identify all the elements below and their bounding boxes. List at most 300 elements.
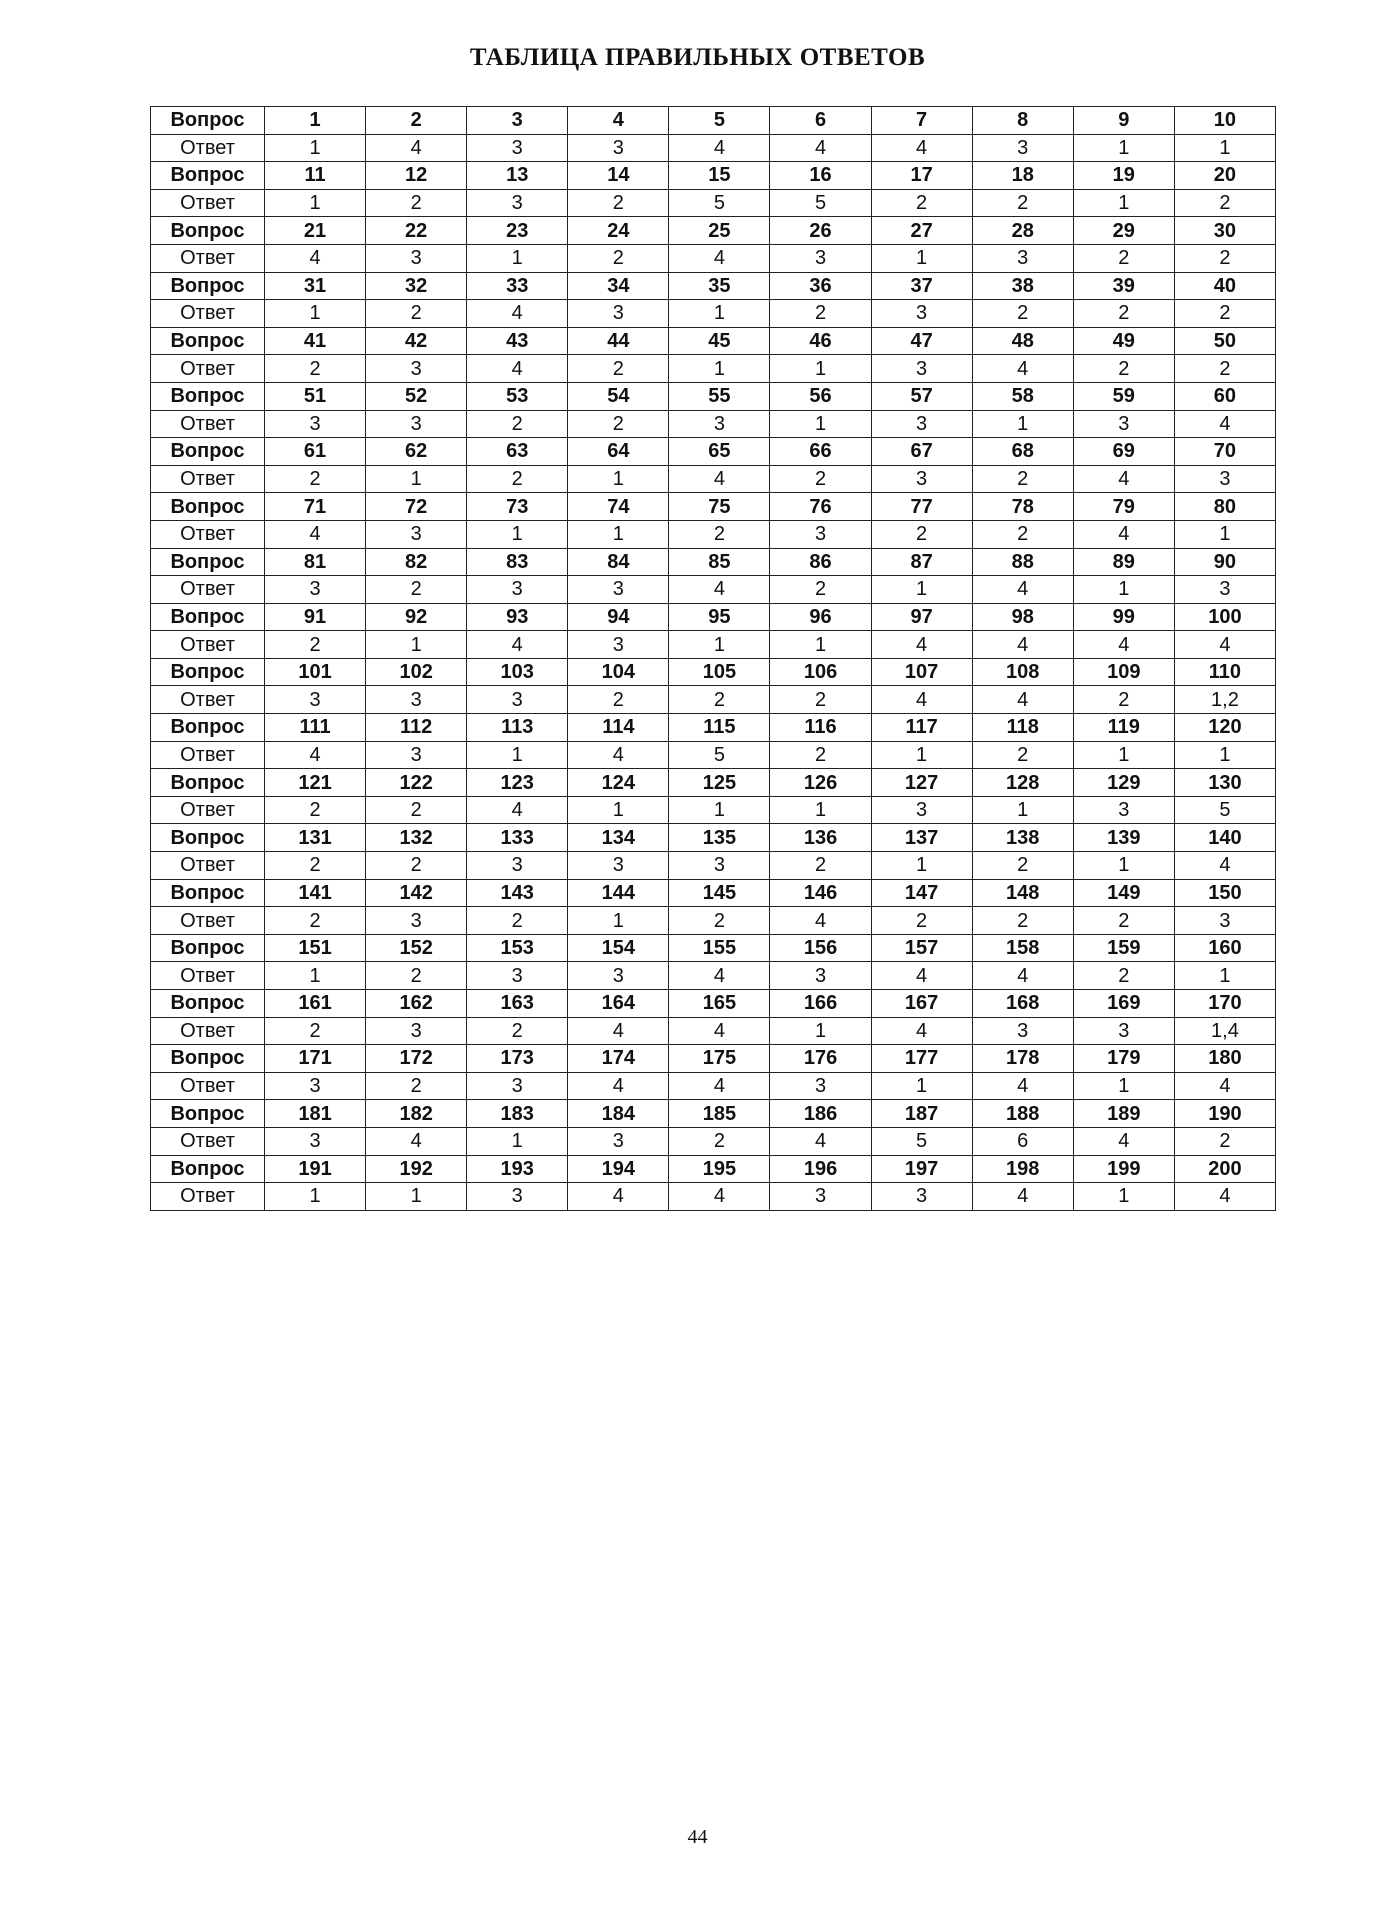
answer-value-cell: 2 [1174, 300, 1275, 328]
answer-value-cell: 2 [265, 631, 366, 659]
question-number-cell: 175 [669, 1045, 770, 1073]
answer-row-label: Ответ [151, 189, 265, 217]
answer-value-cell: 2 [972, 741, 1073, 769]
answer-value-cell: 5 [1174, 796, 1275, 824]
question-row-label: Вопрос [151, 1045, 265, 1073]
answer-value-cell: 4 [1174, 410, 1275, 438]
question-number-cell: 200 [1174, 1155, 1275, 1183]
answer-value-cell: 4 [669, 1017, 770, 1045]
answer-value-cell: 3 [568, 1127, 669, 1155]
question-number-cell: 46 [770, 327, 871, 355]
question-row-label: Вопрос [151, 1155, 265, 1183]
question-number-cell: 147 [871, 879, 972, 907]
question-number-cell: 122 [366, 769, 467, 797]
question-number-cell: 27 [871, 217, 972, 245]
question-number-cell: 11 [265, 162, 366, 190]
answer-row [151, 134, 1276, 162]
answer-value-cell: 3 [467, 1183, 568, 1211]
question-number-cell: 158 [972, 934, 1073, 962]
answer-row-label: Ответ [151, 1183, 265, 1211]
question-row-label: Вопрос [151, 1100, 265, 1128]
answer-value-cell: 4 [467, 796, 568, 824]
question-number-cell: 33 [467, 272, 568, 300]
answer-value-cell: 3 [467, 962, 568, 990]
question-number-cell: 160 [1174, 934, 1275, 962]
answer-value-cell: 2 [770, 465, 871, 493]
answer-value-cell: 1 [1073, 852, 1174, 880]
answer-value-cell: 2 [568, 686, 669, 714]
question-number-cell: 150 [1174, 879, 1275, 907]
answer-row-label: Ответ [151, 465, 265, 493]
answer-row [151, 355, 1276, 383]
answer-value-cell: 2 [1174, 189, 1275, 217]
question-number-cell: 140 [1174, 824, 1275, 852]
answer-row [151, 576, 1276, 604]
answer-row-label: Ответ [151, 520, 265, 548]
question-number-cell: 10 [1174, 107, 1275, 135]
question-row-label: Вопрос [151, 438, 265, 466]
answer-value-cell: 2 [467, 907, 568, 935]
question-number-cell: 51 [265, 382, 366, 410]
answer-value-cell: 1 [770, 796, 871, 824]
question-number-cell: 163 [467, 990, 568, 1018]
question-number-cell: 93 [467, 603, 568, 631]
answer-value-cell: 4 [366, 1127, 467, 1155]
question-number-cell: 188 [972, 1100, 1073, 1128]
answer-value-cell: 2 [366, 962, 467, 990]
question-number-cell: 63 [467, 438, 568, 466]
answer-value-cell: 3 [467, 134, 568, 162]
answer-value-cell: 1 [467, 520, 568, 548]
question-row-label: Вопрос [151, 879, 265, 907]
question-number-cell: 81 [265, 548, 366, 576]
question-number-cell: 101 [265, 658, 366, 686]
answer-value-cell: 4 [1073, 1127, 1174, 1155]
question-number-cell: 119 [1073, 714, 1174, 742]
answer-value-cell: 1 [265, 962, 366, 990]
answer-value-cell: 2 [1174, 244, 1275, 272]
question-number-cell: 189 [1073, 1100, 1174, 1128]
question-number-cell: 113 [467, 714, 568, 742]
question-row [151, 879, 1276, 907]
question-number-cell: 55 [669, 382, 770, 410]
answer-value-cell: 4 [669, 134, 770, 162]
question-number-cell: 92 [366, 603, 467, 631]
question-number-cell: 45 [669, 327, 770, 355]
question-number-cell: 15 [669, 162, 770, 190]
question-number-cell: 8 [972, 107, 1073, 135]
answer-value-cell: 4 [669, 962, 770, 990]
question-number-cell: 153 [467, 934, 568, 962]
question-number-cell: 106 [770, 658, 871, 686]
question-number-cell: 134 [568, 824, 669, 852]
question-number-cell: 80 [1174, 493, 1275, 521]
question-number-cell: 97 [871, 603, 972, 631]
answer-row-label: Ответ [151, 907, 265, 935]
question-number-cell: 58 [972, 382, 1073, 410]
question-number-cell: 197 [871, 1155, 972, 1183]
question-number-cell: 39 [1073, 272, 1174, 300]
question-number-cell: 186 [770, 1100, 871, 1128]
answer-value-cell: 1 [871, 244, 972, 272]
question-row-label: Вопрос [151, 658, 265, 686]
answer-value-cell: 2 [770, 576, 871, 604]
answer-value-cell: 3 [568, 134, 669, 162]
question-number-cell: 67 [871, 438, 972, 466]
answer-value-cell: 5 [669, 741, 770, 769]
answer-value-cell: 3 [366, 907, 467, 935]
answer-row [151, 1183, 1276, 1211]
answer-value-cell: 3 [972, 244, 1073, 272]
question-number-cell: 2 [366, 107, 467, 135]
question-number-cell: 19 [1073, 162, 1174, 190]
question-number-cell: 82 [366, 548, 467, 576]
question-number-cell: 136 [770, 824, 871, 852]
question-number-cell: 193 [467, 1155, 568, 1183]
answer-value-cell: 1 [1073, 1183, 1174, 1211]
question-number-cell: 21 [265, 217, 366, 245]
answer-value-cell: 1 [1073, 189, 1174, 217]
question-number-cell: 161 [265, 990, 366, 1018]
question-number-cell: 85 [669, 548, 770, 576]
question-number-cell: 54 [568, 382, 669, 410]
question-number-cell: 69 [1073, 438, 1174, 466]
question-number-cell: 42 [366, 327, 467, 355]
question-number-cell: 154 [568, 934, 669, 962]
question-number-cell: 14 [568, 162, 669, 190]
question-row-label: Вопрос [151, 162, 265, 190]
answer-value-cell: 1 [669, 355, 770, 383]
question-number-cell: 34 [568, 272, 669, 300]
answer-value-cell: 4 [366, 134, 467, 162]
answer-table [150, 106, 1276, 1211]
question-number-cell: 38 [972, 272, 1073, 300]
answer-value-cell: 2 [366, 189, 467, 217]
question-number-cell: 53 [467, 382, 568, 410]
answer-value-cell: 1 [871, 1072, 972, 1100]
answer-value-cell: 3 [568, 576, 669, 604]
answer-value-cell: 3 [265, 410, 366, 438]
question-row [151, 107, 1276, 135]
answer-value-cell: 3 [366, 520, 467, 548]
answer-row [151, 1127, 1276, 1155]
question-number-cell: 112 [366, 714, 467, 742]
question-number-cell: 125 [669, 769, 770, 797]
answer-value-cell: 1 [871, 741, 972, 769]
question-number-cell: 48 [972, 327, 1073, 355]
answer-value-cell: 2 [770, 686, 871, 714]
question-number-cell: 114 [568, 714, 669, 742]
answer-value-cell: 2 [265, 852, 366, 880]
question-row-label: Вопрос [151, 990, 265, 1018]
question-row-label: Вопрос [151, 382, 265, 410]
question-number-cell: 16 [770, 162, 871, 190]
answer-value-cell: 4 [972, 355, 1073, 383]
answer-value-cell: 3 [366, 1017, 467, 1045]
page-title: ТАБЛИЦА ПРАВИЛЬНЫХ ОТВЕТОВ [469, 44, 926, 71]
answer-value-cell: 1 [366, 465, 467, 493]
question-number-cell: 22 [366, 217, 467, 245]
answer-value-cell: 1 [265, 134, 366, 162]
answer-value-cell: 4 [972, 576, 1073, 604]
answer-value-cell: 1 [1073, 576, 1174, 604]
answer-value-cell: 3 [568, 962, 669, 990]
question-number-cell: 173 [467, 1045, 568, 1073]
answer-row-label: Ответ [151, 631, 265, 659]
answer-value-cell: 2 [467, 410, 568, 438]
answer-row-label: Ответ [151, 686, 265, 714]
answer-value-cell: 3 [568, 300, 669, 328]
question-number-cell: 194 [568, 1155, 669, 1183]
question-number-cell: 31 [265, 272, 366, 300]
question-number-cell: 129 [1073, 769, 1174, 797]
answer-value-cell: 4 [568, 1017, 669, 1045]
answer-value-cell: 3 [467, 1072, 568, 1100]
question-number-cell: 24 [568, 217, 669, 245]
answer-value-cell: 3 [871, 410, 972, 438]
answer-value-cell: 4 [770, 907, 871, 935]
answer-value-cell: 4 [1174, 631, 1275, 659]
answer-row-label: Ответ [151, 134, 265, 162]
answer-value-cell: 5 [669, 189, 770, 217]
answer-value-cell: 2 [366, 576, 467, 604]
question-number-cell: 178 [972, 1045, 1073, 1073]
question-row [151, 493, 1276, 521]
answer-value-cell: 4 [265, 741, 366, 769]
question-row-label: Вопрос [151, 217, 265, 245]
question-row [151, 382, 1276, 410]
answer-value-cell: 4 [568, 741, 669, 769]
question-number-cell: 110 [1174, 658, 1275, 686]
answer-value-cell: 1 [366, 631, 467, 659]
question-number-cell: 177 [871, 1045, 972, 1073]
question-number-cell: 47 [871, 327, 972, 355]
answer-value-cell: 2 [366, 852, 467, 880]
answer-value-cell: 3 [265, 1072, 366, 1100]
answer-row-label: Ответ [151, 741, 265, 769]
question-number-cell: 41 [265, 327, 366, 355]
question-number-cell: 102 [366, 658, 467, 686]
answer-value-cell: 3 [770, 1183, 871, 1211]
question-number-cell: 155 [669, 934, 770, 962]
answer-value-cell: 2 [467, 465, 568, 493]
question-number-cell: 138 [972, 824, 1073, 852]
answer-value-cell: 3 [467, 576, 568, 604]
answer-row [151, 686, 1276, 714]
question-number-cell: 5 [669, 107, 770, 135]
question-number-cell: 32 [366, 272, 467, 300]
question-number-cell: 37 [871, 272, 972, 300]
answer-row-label: Ответ [151, 796, 265, 824]
answer-row [151, 1072, 1276, 1100]
question-row-label: Вопрос [151, 603, 265, 631]
question-number-cell: 131 [265, 824, 366, 852]
question-number-cell: 124 [568, 769, 669, 797]
answer-value-cell: 2 [366, 1072, 467, 1100]
question-number-cell: 107 [871, 658, 972, 686]
question-number-cell: 198 [972, 1155, 1073, 1183]
answer-row-label: Ответ [151, 1127, 265, 1155]
question-number-cell: 76 [770, 493, 871, 521]
answer-value-cell: 2 [871, 907, 972, 935]
page-number: 44 [687, 1826, 708, 1848]
question-number-cell: 90 [1174, 548, 1275, 576]
question-number-cell: 190 [1174, 1100, 1275, 1128]
question-number-cell: 23 [467, 217, 568, 245]
answer-value-cell: 2 [265, 1017, 366, 1045]
question-number-cell: 130 [1174, 769, 1275, 797]
question-number-cell: 66 [770, 438, 871, 466]
answer-value-cell: 2 [871, 189, 972, 217]
question-number-cell: 174 [568, 1045, 669, 1073]
question-number-cell: 120 [1174, 714, 1275, 742]
answer-value-cell: 2 [972, 907, 1073, 935]
question-number-cell: 40 [1174, 272, 1275, 300]
answer-value-cell: 4 [669, 576, 770, 604]
question-number-cell: 149 [1073, 879, 1174, 907]
question-number-cell: 12 [366, 162, 467, 190]
question-number-cell: 71 [265, 493, 366, 521]
answer-row [151, 465, 1276, 493]
question-number-cell: 44 [568, 327, 669, 355]
answer-value-cell: 4 [871, 686, 972, 714]
question-number-cell: 7 [871, 107, 972, 135]
answer-row [151, 796, 1276, 824]
answer-value-cell: 2 [972, 520, 1073, 548]
question-number-cell: 25 [669, 217, 770, 245]
question-number-cell: 143 [467, 879, 568, 907]
question-number-cell: 139 [1073, 824, 1174, 852]
answer-value-cell: 1 [1073, 1072, 1174, 1100]
answer-value-cell: 2 [972, 465, 1073, 493]
answer-value-cell: 4 [669, 244, 770, 272]
question-number-cell: 13 [467, 162, 568, 190]
question-number-cell: 75 [669, 493, 770, 521]
answer-value-cell: 3 [770, 962, 871, 990]
answer-value-cell: 2 [568, 244, 669, 272]
answer-value-cell: 4 [1174, 1183, 1275, 1211]
answer-value-cell: 4 [1174, 1072, 1275, 1100]
question-number-cell: 170 [1174, 990, 1275, 1018]
answer-value-cell: 4 [669, 1183, 770, 1211]
question-row-label: Вопрос [151, 769, 265, 797]
question-number-cell: 169 [1073, 990, 1174, 1018]
question-number-cell: 26 [770, 217, 871, 245]
answer-value-cell: 4 [972, 631, 1073, 659]
answer-value-cell: 4 [1073, 465, 1174, 493]
answer-value-cell: 1 [467, 1127, 568, 1155]
answer-value-cell: 1 [770, 631, 871, 659]
question-row-label: Вопрос [151, 272, 265, 300]
answer-value-cell: 3 [1174, 576, 1275, 604]
answer-value-cell: 2 [669, 907, 770, 935]
question-number-cell: 72 [366, 493, 467, 521]
answer-row [151, 631, 1276, 659]
answer-row-label: Ответ [151, 1072, 265, 1100]
question-number-cell: 62 [366, 438, 467, 466]
answer-value-cell: 2 [1073, 355, 1174, 383]
answer-value-cell: 2 [1073, 244, 1174, 272]
question-number-cell: 199 [1073, 1155, 1174, 1183]
answer-value-cell: 1 [265, 189, 366, 217]
answer-value-cell: 3 [770, 520, 871, 548]
answer-value-cell: 3 [265, 686, 366, 714]
question-row [151, 990, 1276, 1018]
question-number-cell: 127 [871, 769, 972, 797]
question-number-cell: 28 [972, 217, 1073, 245]
question-number-cell: 167 [871, 990, 972, 1018]
question-number-cell: 187 [871, 1100, 972, 1128]
answer-value-cell: 4 [972, 1072, 1073, 1100]
question-number-cell: 172 [366, 1045, 467, 1073]
question-row-label: Вопрос [151, 107, 265, 135]
question-row [151, 1155, 1276, 1183]
answer-row-label: Ответ [151, 962, 265, 990]
answer-value-cell: 3 [366, 686, 467, 714]
question-number-cell: 183 [467, 1100, 568, 1128]
answer-value-cell: 4 [871, 962, 972, 990]
question-number-cell: 9 [1073, 107, 1174, 135]
answer-value-cell: 1 [669, 796, 770, 824]
answer-row [151, 962, 1276, 990]
answer-value-cell: 3 [265, 576, 366, 604]
answer-value-cell: 3 [972, 1017, 1073, 1045]
question-row [151, 934, 1276, 962]
answer-value-cell: 4 [972, 1183, 1073, 1211]
answer-value-cell: 4 [871, 134, 972, 162]
question-row-label: Вопрос [151, 327, 265, 355]
answer-value-cell: 3 [770, 244, 871, 272]
answer-value-cell: 2 [1174, 1127, 1275, 1155]
question-number-cell: 74 [568, 493, 669, 521]
question-number-cell: 49 [1073, 327, 1174, 355]
answer-value-cell: 4 [669, 1072, 770, 1100]
question-number-cell: 192 [366, 1155, 467, 1183]
answer-row [151, 300, 1276, 328]
answer-value-cell: 2 [568, 410, 669, 438]
answer-value-cell: 2 [972, 189, 1073, 217]
question-number-cell: 94 [568, 603, 669, 631]
answer-value-cell: 4 [568, 1072, 669, 1100]
question-number-cell: 35 [669, 272, 770, 300]
question-number-cell: 135 [669, 824, 770, 852]
answer-value-cell: 3 [1073, 1017, 1174, 1045]
question-number-cell: 191 [265, 1155, 366, 1183]
answer-value-cell: 1 [1174, 962, 1275, 990]
answer-value-cell: 3 [265, 1127, 366, 1155]
question-number-cell: 146 [770, 879, 871, 907]
question-number-cell: 121 [265, 769, 366, 797]
answer-table-body [151, 107, 1276, 1211]
question-number-cell: 103 [467, 658, 568, 686]
question-number-cell: 184 [568, 1100, 669, 1128]
answer-value-cell: 2 [770, 300, 871, 328]
answer-row [151, 852, 1276, 880]
question-number-cell: 168 [972, 990, 1073, 1018]
answer-row-label: Ответ [151, 355, 265, 383]
question-number-cell: 88 [972, 548, 1073, 576]
answer-value-cell: 1 [770, 1017, 871, 1045]
question-number-cell: 111 [265, 714, 366, 742]
question-number-cell: 50 [1174, 327, 1275, 355]
question-number-cell: 171 [265, 1045, 366, 1073]
question-number-cell: 180 [1174, 1045, 1275, 1073]
question-number-cell: 159 [1073, 934, 1174, 962]
answer-value-cell: 3 [366, 244, 467, 272]
question-number-cell: 29 [1073, 217, 1174, 245]
question-number-cell: 185 [669, 1100, 770, 1128]
question-row [151, 1100, 1276, 1128]
